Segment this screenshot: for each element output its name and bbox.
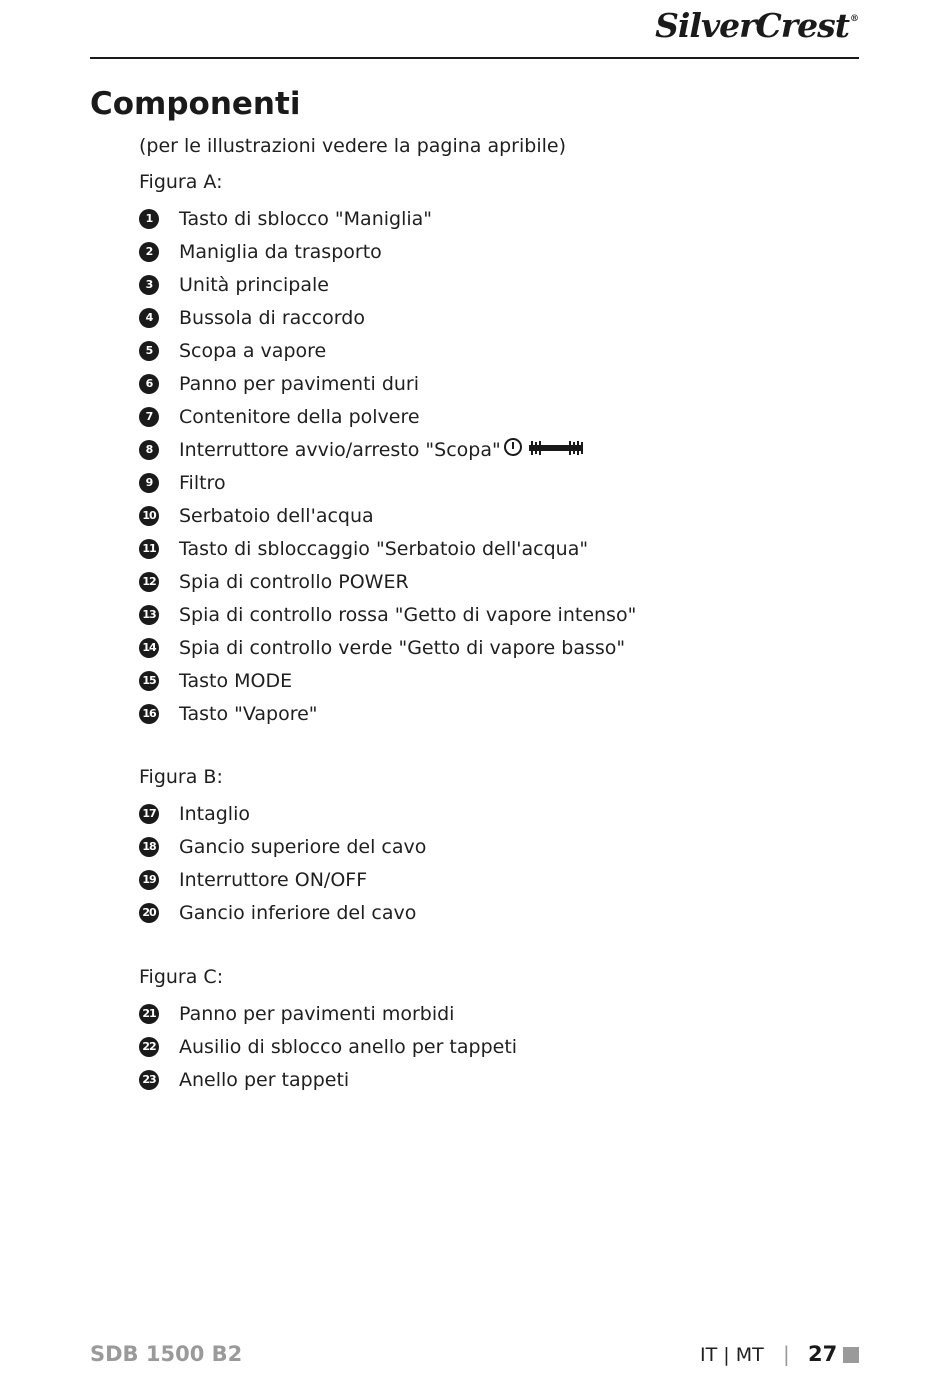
icon-group [503, 437, 585, 465]
item-number: 1 [139, 209, 159, 229]
footer-languages: IT | MT [700, 1344, 764, 1366]
item-label: Gancio inferiore del cavo [179, 902, 417, 924]
item-number: 23 [139, 1070, 159, 1090]
item-label: Spia di controllo POWER [179, 571, 409, 593]
item-number: 9 [139, 473, 159, 493]
item-label: Contenitore della polvere [179, 406, 420, 428]
header-rule [90, 57, 859, 59]
item-number: 5 [139, 341, 159, 361]
intro-text: (per le illustrazioni vedere la pagina apribile) [139, 135, 566, 157]
item-label: Tasto "Vapore" [179, 703, 318, 725]
item-number: 7 [139, 407, 159, 427]
item-label: Bussola di raccordo [179, 307, 365, 329]
item-label: Maniglia da trasporto [179, 241, 382, 263]
item-number: 3 [139, 275, 159, 295]
item-label: Intaglio [179, 803, 250, 825]
item-number: 4 [139, 308, 159, 328]
item-label: Panno per pavimenti duri [179, 373, 420, 395]
item-label: Unità principale [179, 274, 329, 296]
item-label: Tasto MODE [179, 670, 293, 692]
item-label: Tasto di sbloccaggio "Serbatoio dell'acqua" [179, 538, 589, 560]
power-icon [503, 437, 523, 457]
item-label: Scopa a vapore [179, 340, 327, 362]
broom-symbol-icon [527, 439, 585, 457]
item-number: 19 [139, 870, 159, 890]
item-label: Panno per pavimenti morbidi [179, 1003, 455, 1025]
item-number: 6 [139, 374, 159, 394]
item-label: Gancio superiore del cavo [179, 836, 427, 858]
item-number: 16 [139, 704, 159, 724]
item-number: 22 [139, 1037, 159, 1057]
item-label: Serbatoio dell'acqua [179, 505, 374, 527]
item-label-with-icons [179, 436, 585, 465]
item-number: 13 [139, 605, 159, 625]
item-number: 20 [139, 903, 159, 923]
item-number: 2 [139, 242, 159, 262]
item-label: Anello per tappeti [179, 1069, 350, 1091]
item-number: 8 [139, 440, 159, 460]
item-number: 12 [139, 572, 159, 592]
item-number: 18 [139, 837, 159, 857]
item-number: 14 [139, 638, 159, 658]
section-heading-a: Figura A: [139, 171, 223, 193]
item-number: 11 [139, 539, 159, 559]
item-label: Spia di controllo rossa "Getto di vapore intenso" [179, 604, 637, 626]
item-label: Interruttore ON/OFF [179, 869, 368, 891]
item-number: 17 [139, 804, 159, 824]
footer-model: SDB 1500 B2 [90, 1342, 243, 1366]
item-label: Interruttore avvio/arresto "Scopa" [179, 439, 501, 461]
item-label: Filtro [179, 472, 226, 494]
item-number: 21 [139, 1004, 159, 1024]
brand-logo [655, 6, 858, 45]
section-heading-c: Figura C: [139, 966, 224, 988]
section-heading-b: Figura B: [139, 766, 223, 788]
registered-mark: ® [850, 14, 858, 24]
item-label: Tasto di sblocco "Maniglia" [179, 208, 433, 230]
brand-name: SilverCrest [655, 6, 849, 45]
page-title: Componenti [90, 86, 301, 122]
footer-square-marker [843, 1347, 859, 1363]
item-number: 10 [139, 506, 159, 526]
item-label: Ausilio di sblocco anello per tappeti [179, 1036, 518, 1058]
page-number: 27 [808, 1342, 838, 1366]
item-label: Spia di controllo verde "Getto di vapore basso" [179, 637, 626, 659]
item-number: 15 [139, 671, 159, 691]
footer-separator: | [783, 1342, 790, 1366]
